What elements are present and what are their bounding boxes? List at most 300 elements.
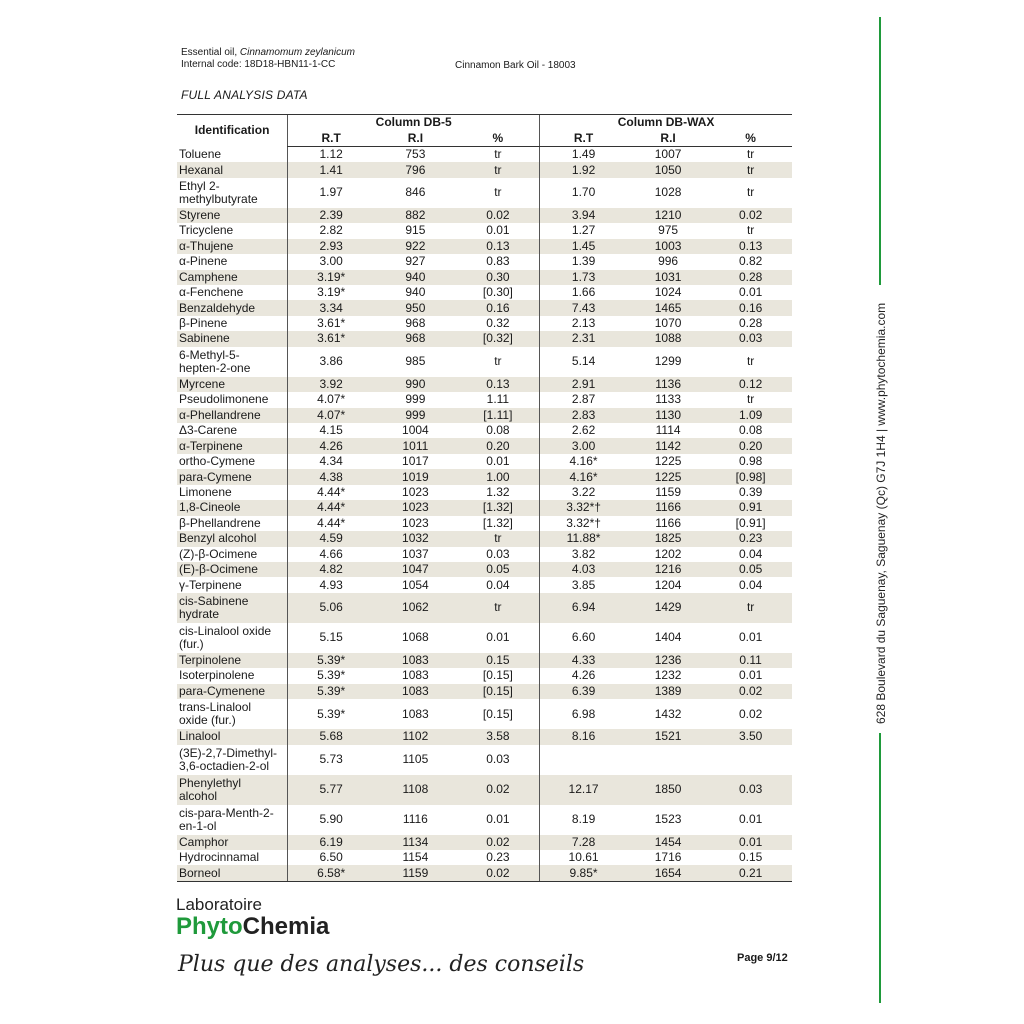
column-db5-header: Column DB-5 [288, 115, 540, 131]
compound-name: Ethyl 2- methylbutyrate [179, 178, 258, 206]
table-row [177, 668, 792, 683]
db5-percent: tr [457, 162, 540, 177]
dbwax-percent: tr [746, 185, 755, 200]
dbwax-ri: 1007 [654, 147, 682, 162]
dbwax-ri: 1136 [627, 377, 709, 392]
dbwax-rt: 1.27 [540, 223, 627, 238]
dbwax-ri: 1003 [627, 239, 709, 254]
db5-percent: tr [457, 531, 540, 546]
db5-ri: 999 [374, 408, 456, 423]
db5-percent: 0.15 [457, 653, 540, 668]
dbwax-ri: 1432 [654, 706, 682, 721]
dbwax-percent: 1.09 [709, 408, 792, 423]
db5-ri: 1105 [402, 752, 429, 767]
compound-name: β-Pinene [179, 316, 228, 331]
dbwax-ri: 1825 [627, 531, 709, 546]
dbwax-percent: [0.98] [709, 469, 792, 484]
dbwax-percent: 0.02 [738, 706, 763, 721]
dbwax-percent: 0.98 [738, 454, 763, 469]
db5-ri: 927 [405, 254, 426, 269]
db5-percent: 0.20 [457, 438, 540, 453]
dbwax-percent: tr [746, 147, 755, 162]
db5-ri: 1134 [374, 835, 456, 850]
dbwax-ri: 1210 [627, 208, 709, 223]
db5-rt: 3.61* [288, 331, 375, 346]
db5-ri: 922 [374, 239, 456, 254]
table-row [177, 377, 792, 392]
db5-ri: 1154 [402, 850, 429, 865]
dbwax-rt [540, 745, 627, 775]
table-row [177, 699, 792, 729]
dbwax-rt: 5.14 [540, 347, 627, 377]
dbwax-ri: 1454 [627, 835, 709, 850]
db5-rt: 5.90 [288, 805, 375, 835]
db5-percent: 0.13 [457, 377, 540, 392]
db5-ri: 1019 [374, 469, 456, 484]
dbwax-percent: tr [709, 162, 792, 177]
side-green-rule-top [879, 17, 881, 285]
db5-ri: 968 [374, 331, 456, 346]
table-row [177, 316, 792, 331]
dbwax-percent: 0.21 [709, 865, 792, 881]
dbwax-percent: 0.11 [709, 653, 792, 668]
dbwax-rt: 4.03 [540, 562, 627, 577]
db5-ri: 1054 [402, 577, 429, 592]
dbwax-ri [627, 745, 709, 775]
dbwax-ri: 1232 [654, 668, 682, 683]
compound-name: α-Phellandrene [177, 408, 288, 423]
compound-name: α-Terpinene [177, 438, 288, 453]
table-row [177, 438, 792, 453]
db5-ri: 1047 [374, 562, 456, 577]
dbwax-ri-header: R.I [627, 130, 709, 146]
table-body [177, 146, 792, 881]
table-row [177, 331, 792, 346]
db5-rt: 5.39* [288, 653, 375, 668]
table-row [177, 653, 792, 668]
logo-wordmark [176, 914, 329, 940]
table-row [177, 500, 792, 515]
table-row [177, 423, 792, 438]
dbwax-rt: 11.88* [540, 531, 627, 546]
compound-name: Linalool [177, 729, 288, 744]
dbwax-percent: 0.08 [738, 423, 763, 438]
db5-percent: 1.32 [486, 484, 510, 499]
page-number: Page 9/12 [737, 952, 788, 964]
dbwax-percent: 0.03 [709, 775, 792, 805]
db5-rt: 4.15 [288, 423, 375, 438]
db5-rt: 4.82 [288, 562, 375, 577]
db5-ri: 968 [405, 316, 426, 331]
compound-name: (Z)-β-Ocimene [179, 546, 258, 561]
db5-ri: 990 [374, 377, 456, 392]
db5-ri: 950 [374, 300, 456, 315]
dbwax-percent: [0.91] [735, 515, 766, 530]
dbwax-rt: 1.45 [540, 239, 627, 254]
db5-percent: 0.01 [486, 812, 510, 827]
dbwax-percent: 0.04 [738, 546, 763, 561]
table-row [177, 531, 792, 546]
slogan: Plus que des analyses... des conseils [178, 952, 585, 977]
dbwax-percent: tr [709, 593, 792, 623]
dbwax-rt: 3.00 [540, 438, 627, 453]
dbwax-rt: 3.85 [540, 577, 627, 592]
db5-percent: tr [494, 185, 502, 200]
table-row [177, 516, 792, 531]
table-row [177, 223, 792, 238]
section-title: FULL ANALYSIS DATA [181, 88, 308, 102]
compound-name: 6-Methyl-5- hepten-2-one [179, 347, 251, 375]
dbwax-ri: 1654 [627, 865, 709, 881]
dbwax-ri: 1850 [627, 775, 709, 805]
db5-rt: 5.39* [288, 668, 375, 683]
table-row [177, 254, 792, 269]
db5-ri: 1083 [402, 668, 429, 683]
table-row [177, 454, 792, 469]
dbwax-ri: 1133 [655, 392, 681, 407]
dbwax-ri: 1130 [627, 408, 709, 423]
dbwax-ri: 1202 [654, 546, 682, 561]
table-row [177, 684, 792, 699]
dbwax-percent: 0.01 [738, 812, 763, 827]
dbwax-rt: 6.60 [540, 623, 627, 653]
db5-ri: 1023 [402, 515, 429, 530]
compound-name: cis-Linalool oxide (fur.) [179, 623, 272, 651]
table-row [177, 285, 792, 300]
table-row [177, 865, 792, 881]
table-row [177, 850, 792, 865]
dbwax-rt: 6.98 [540, 699, 627, 729]
header-oil-prefix: Essential oil, [181, 47, 240, 58]
db5-percent: 0.05 [457, 562, 540, 577]
db5-percent: 0.13 [457, 239, 540, 254]
dbwax-ri: 1166 [655, 515, 681, 530]
dbwax-ri: 1028 [654, 185, 682, 200]
dbwax-percent: 0.01 [709, 835, 792, 850]
db5-ri: 753 [405, 147, 426, 162]
db5-rt: 5.73 [288, 745, 375, 775]
db5-percent: [0.32] [457, 331, 540, 346]
db5-ri: 1037 [402, 546, 429, 561]
dbwax-ri: 996 [658, 254, 679, 269]
dbwax-rt: 2.83 [540, 408, 627, 423]
db5-percent: 0.04 [486, 577, 510, 592]
db5-rt: 6.50 [288, 850, 375, 865]
compound-name: Δ3-Carene [179, 423, 238, 438]
db5-ri: 999 [405, 392, 426, 407]
dbwax-ri: 1716 [654, 850, 682, 865]
db5-percent: tr [494, 147, 502, 162]
table-row [177, 835, 792, 850]
dbwax-rt: 2.13 [540, 316, 627, 331]
db5-ri-header: R.I [374, 130, 456, 146]
dbwax-percent: 3.50 [709, 729, 792, 744]
table-row [177, 146, 792, 162]
compound-name: Isoterpinolene [179, 668, 255, 683]
db5-rt: 2.93 [288, 239, 375, 254]
db5-rt: 3.86 [288, 347, 375, 377]
dbwax-rt: 2.91 [540, 377, 627, 392]
db5-percent: 0.02 [457, 865, 540, 881]
db5-ri: 1083 [374, 653, 456, 668]
table-row [177, 178, 792, 208]
db5-percent: 0.16 [457, 300, 540, 315]
compound-name: Hexanal [177, 162, 288, 177]
db5-rt: 5.15 [288, 623, 375, 653]
db5-rt: 3.19* [288, 285, 375, 300]
logo-dark-part: Chemia [242, 913, 330, 940]
db5-ri: 1102 [374, 729, 456, 744]
db5-percent: 0.01 [486, 454, 510, 469]
dbwax-ri: 975 [658, 223, 679, 238]
dbwax-ri: 1088 [627, 331, 709, 346]
dbwax-ri: 1429 [627, 593, 709, 623]
dbwax-rt: 1.73 [540, 270, 627, 285]
dbwax-rt: 1.66 [540, 285, 627, 300]
db5-percent: [1.11] [457, 408, 540, 423]
db5-rt: 5.39* [288, 684, 375, 699]
dbwax-percent: tr [746, 223, 755, 238]
dbwax-ri: 1523 [654, 812, 682, 827]
db5-rt: 1.97 [288, 178, 375, 208]
analysis-table [177, 114, 792, 882]
compound-name: α-Fenchene [179, 285, 244, 300]
db5-percent: [0.15] [482, 706, 513, 721]
compound-name: ortho-Cymene [179, 454, 256, 469]
db5-rt-header: R.T [288, 130, 375, 146]
dbwax-percent: 0.16 [709, 300, 792, 315]
table-row [177, 469, 792, 484]
dbwax-rt: 10.61 [540, 850, 627, 865]
table-row [177, 300, 792, 315]
db5-percent: 0.03 [486, 752, 510, 767]
db5-ri: 1083 [374, 684, 456, 699]
db5-percent: 3.58 [457, 729, 540, 744]
compound-name: Terpinolene [177, 653, 288, 668]
dbwax-rt-header: R.T [540, 130, 627, 146]
dbwax-percent: 0.15 [738, 850, 763, 865]
db5-rt: 4.44* [288, 485, 375, 500]
db5-percent: [1.32] [457, 500, 540, 515]
dbwax-percent: 0.28 [738, 316, 763, 331]
dbwax-ri: 1225 [627, 469, 709, 484]
table-row [177, 745, 792, 775]
header-oil-line [181, 47, 355, 59]
db5-percent: 0.83 [486, 254, 510, 269]
dbwax-rt: 4.16* [540, 454, 627, 469]
dbwax-ri: 1465 [627, 300, 709, 315]
db5-ri: 1023 [402, 484, 429, 499]
db5-percent: 0.08 [486, 423, 510, 438]
db5-rt: 4.38 [288, 469, 375, 484]
table-row [177, 347, 792, 377]
db5-ri: 1116 [402, 812, 428, 827]
table-row [177, 392, 792, 407]
compound-name: (E)-β-Ocimene [177, 562, 288, 577]
dbwax-percent: 0.28 [709, 270, 792, 285]
dbwax-rt: 4.33 [540, 653, 627, 668]
table-row [177, 805, 792, 835]
db5-percent: 0.02 [457, 208, 540, 223]
db5-rt: 2.39 [288, 208, 375, 223]
db5-rt: 5.06 [288, 593, 375, 623]
dbwax-percent: 0.03 [709, 331, 792, 346]
db5-rt: 3.00 [288, 254, 375, 269]
db5-rt: 6.19 [288, 835, 375, 850]
dbwax-percent: 0.82 [738, 254, 763, 269]
db5-percent: 0.02 [457, 835, 540, 850]
dbwax-rt: 1.49 [540, 146, 627, 162]
db5-percent: 1.11 [486, 392, 510, 407]
dbwax-percent: 0.01 [738, 668, 763, 683]
db5-percent: 1.00 [457, 469, 540, 484]
table-row [177, 577, 792, 592]
dbwax-rt: 1.92 [540, 162, 627, 177]
phytochemia-logo [176, 896, 329, 940]
dbwax-rt: 4.26 [540, 668, 627, 683]
db5-rt: 4.26 [288, 438, 375, 453]
dbwax-ri: 1050 [627, 162, 709, 177]
dbwax-ri: 1404 [654, 630, 682, 645]
db5-ri: 940 [374, 270, 456, 285]
db5-rt: 4.93 [288, 577, 375, 592]
db5-percent: 0.32 [486, 316, 510, 331]
db5-percent: 0.01 [486, 630, 510, 645]
compound-name: trans-Linalool oxide (fur.) [179, 700, 252, 728]
compound-name: Hydrocinnamal [179, 850, 260, 865]
db5-rt: 5.77 [288, 775, 375, 805]
dbwax-rt: 12.17 [540, 775, 627, 805]
db5-ri: 846 [405, 185, 426, 200]
dbwax-ri: 1236 [627, 653, 709, 668]
compound-name: para-Cymenene [177, 684, 288, 699]
compound-name: Benzaldehyde [177, 300, 288, 315]
db5-rt: 1.12 [288, 146, 375, 162]
dbwax-percent: 0.01 [738, 285, 763, 300]
db5-percent: tr [457, 593, 540, 623]
db5-ri: 1017 [402, 454, 429, 469]
dbwax-rt: 3.32*† [540, 500, 627, 515]
db5-percent: [0.30] [482, 285, 513, 300]
dbwax-percent: 0.12 [709, 377, 792, 392]
db5-ri: 985 [405, 354, 426, 369]
identification-header: Identification [177, 115, 288, 147]
header-internal-code: Internal code: 18D18-HBN11-1-CC [181, 59, 336, 70]
compound-name: α-Pinene [179, 254, 228, 269]
db5-ri: 882 [374, 208, 456, 223]
dbwax-ri: 1031 [627, 270, 709, 285]
dbwax-rt: 9.85* [540, 865, 627, 881]
table-row [177, 593, 792, 623]
db5-ri: 1023 [374, 500, 456, 515]
table-row [177, 775, 792, 805]
table-row [177, 239, 792, 254]
db5-rt: 5.39* [288, 699, 375, 729]
side-address-text: 628 Boulevard du Saguenay, Saguenay (Qc) G7J 1H4 | www.phytochemia.com [874, 302, 888, 724]
dbwax-rt: 2.87 [540, 392, 627, 407]
dbwax-percent: 0.20 [709, 438, 792, 453]
dbwax-rt: 4.16* [540, 469, 627, 484]
db5-rt: 4.07* [288, 408, 375, 423]
dbwax-rt: 8.16 [540, 729, 627, 744]
db5-rt: 1.41 [288, 162, 375, 177]
table-row [177, 408, 792, 423]
dbwax-percent: 0.39 [738, 484, 763, 499]
compound-name: cis-para-Menth-2- en-1-ol [179, 805, 274, 833]
db5-rt: 3.34 [288, 300, 375, 315]
table-row [177, 547, 792, 562]
db5-rt: 6.58* [288, 865, 375, 881]
compound-name: Limonene [179, 484, 232, 499]
dbwax-rt: 1.39 [540, 254, 627, 269]
dbwax-percent: 0.02 [709, 684, 792, 699]
compound-name: Benzyl alcohol [177, 531, 288, 546]
compound-name: Borneol [177, 865, 288, 881]
table-row [177, 208, 792, 223]
db5-percent: [0.15] [457, 684, 540, 699]
logo-green-part: Phyto [176, 913, 243, 940]
logo-laboratoire: Laboratoire [176, 895, 263, 914]
dbwax-percent: 0.91 [709, 500, 792, 515]
dbwax-ri: 1142 [627, 438, 709, 453]
dbwax-ri: 1204 [654, 577, 682, 592]
compound-name: Pseudolimonene [179, 392, 269, 407]
dbwax-ri: 1024 [654, 285, 682, 300]
dbwax-rt: 3.94 [540, 208, 627, 223]
db5-ri: 940 [405, 285, 426, 300]
db5-percent: [0.15] [482, 668, 513, 683]
dbwax-rt: 6.94 [540, 593, 627, 623]
db5-percent: 0.01 [486, 223, 510, 238]
document-header [181, 47, 355, 71]
dbwax-percent [709, 745, 792, 775]
table-row [177, 623, 792, 653]
table-row [177, 162, 792, 177]
compound-name: α-Thujene [177, 239, 288, 254]
dbwax-percent: 0.23 [709, 531, 792, 546]
dbwax-rt: 2.31 [540, 331, 627, 346]
db5-ri: 1011 [374, 438, 456, 453]
compound-name: Phenylethyl alcohol [177, 775, 288, 805]
db5-ri: 1159 [374, 865, 456, 881]
dbwax-ri: 1070 [654, 316, 682, 331]
db5-rt: 3.19* [288, 270, 375, 285]
compound-name: Toluene [179, 146, 222, 161]
db5-percent: 0.23 [486, 850, 510, 865]
dbwax-percent: tr [746, 392, 755, 407]
dbwax-rt: 3.32*† [540, 516, 627, 531]
compound-name: Myrcene [177, 377, 288, 392]
compound-name: Camphor [177, 835, 288, 850]
dbwax-percent: 0.04 [738, 577, 763, 592]
dbwax-ri: 1299 [654, 354, 682, 369]
db5-rt: 4.59 [288, 531, 375, 546]
db5-percent: 0.02 [457, 775, 540, 805]
table-row [177, 729, 792, 744]
db5-rt: 4.66 [288, 547, 375, 562]
dbwax-ri: 1159 [655, 484, 681, 499]
dbwax-ri: 1225 [654, 454, 682, 469]
compound-name: para-Cymene [177, 469, 288, 484]
db5-percent: [1.32] [482, 515, 513, 530]
compound-name: Camphene [177, 270, 288, 285]
dbwax-ri: 1389 [627, 684, 709, 699]
dbwax-percent: 0.05 [709, 562, 792, 577]
db5-rt: 4.07* [288, 392, 375, 407]
compound-name: (3E)-2,7-Dimethyl- 3,6-octadien-2-ol [179, 745, 278, 773]
dbwax-rt: 8.19 [540, 805, 627, 835]
dbwax-ri: 1521 [627, 729, 709, 744]
